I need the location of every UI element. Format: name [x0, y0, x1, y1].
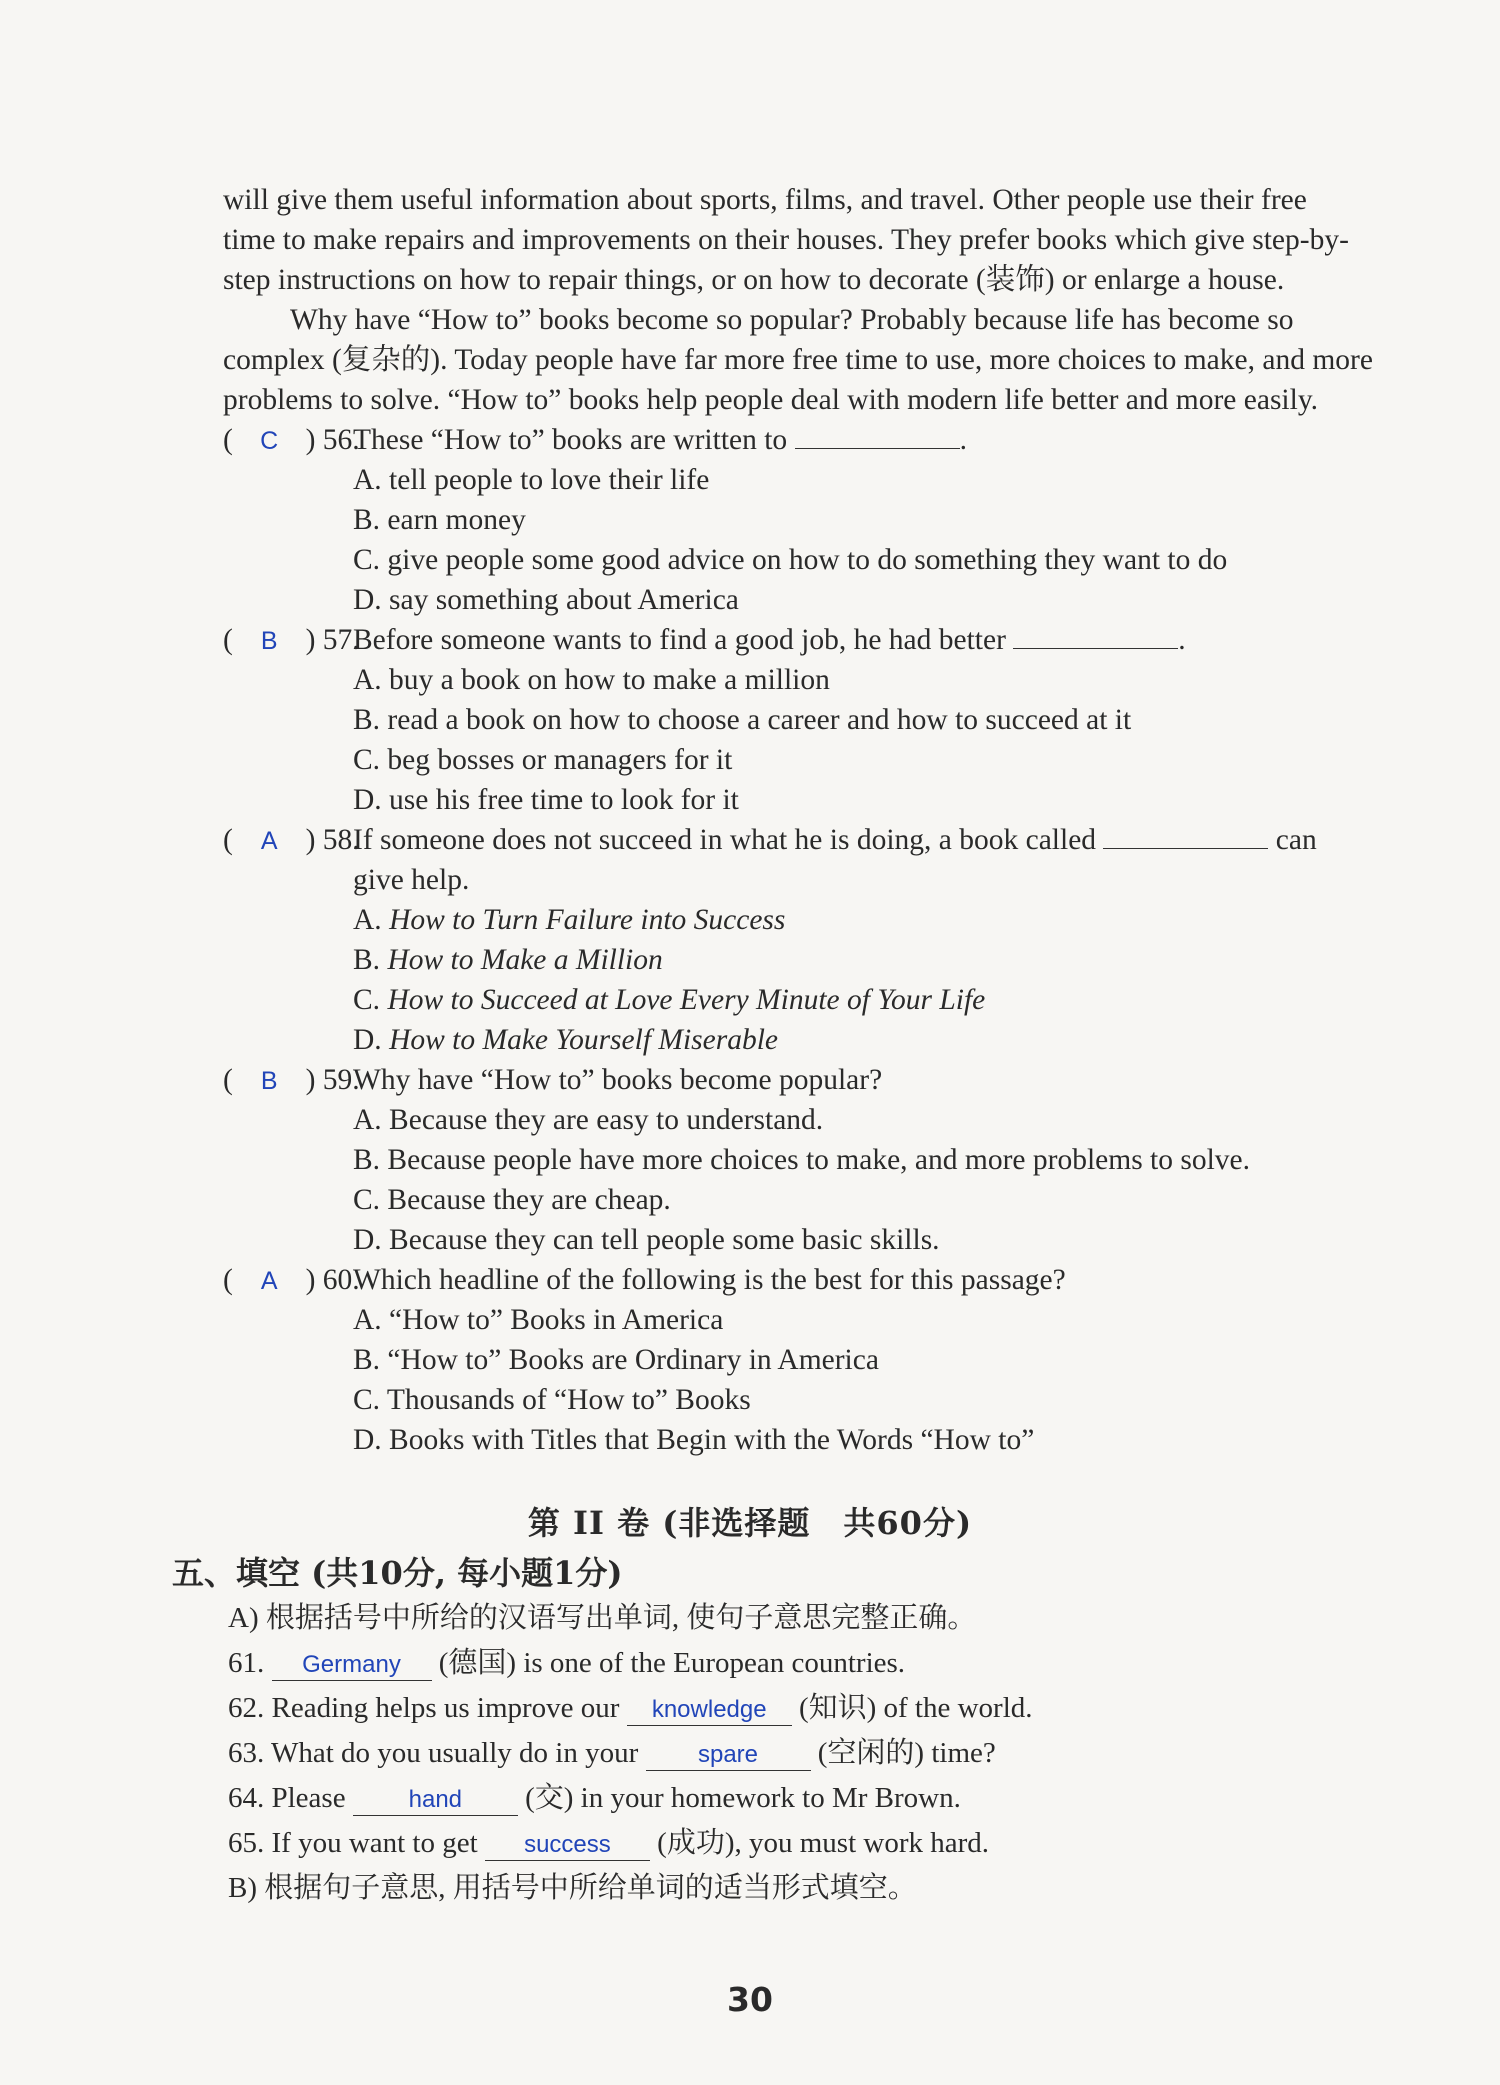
- answer-mark: A: [260, 1267, 278, 1295]
- option: D. Because they can tell people some basic skills.: [353, 1224, 940, 1256]
- fill-item-61: 61. Germany (德国) is one of the European countries.: [228, 1647, 906, 1679]
- fill-item-63: 63. What do you usually do in your spare (空闲的) time?: [228, 1737, 996, 1769]
- answer-blank: [1013, 624, 1178, 649]
- filled-answer: Germany: [272, 1650, 432, 1681]
- passage-line: time to make repairs and improvements on their houses. They prefer books which give step-by-: [223, 224, 1349, 256]
- option: C. beg bosses or managers for it: [353, 744, 733, 776]
- page-number: 30: [727, 1980, 773, 2019]
- question-58: [223, 820, 1383, 1060]
- passage-line: step instructions on how to repair things, or on how to decorate (装饰) or enlarge a house.: [223, 264, 1285, 296]
- question-56: [223, 420, 1383, 620]
- option: A. “How to” Books in America: [353, 1304, 724, 1336]
- instruction-a: A) 根据括号中所给的汉语写出单词, 使句子意思完整正确。: [228, 1602, 977, 1634]
- answer-blank: [795, 424, 960, 449]
- part-title: 五、填空 (共10分, 每小题1分): [172, 1554, 623, 1592]
- answer-mark: B: [260, 1067, 278, 1095]
- option: D. use his free time to look for it: [353, 784, 739, 816]
- question-stem: ( C ) 56.These “How to” books are written to .: [223, 420, 1383, 460]
- option: C. How to Succeed at Love Every Minute of Your Life: [353, 984, 986, 1016]
- question-stem-continuation: give help.: [353, 864, 470, 896]
- passage-line: complex (复杂的). Today people have far more free time to use, more choices to make, and more: [223, 344, 1373, 376]
- filled-answer: knowledge: [627, 1695, 792, 1726]
- answer-mark: B: [260, 627, 278, 655]
- instruction-b: B) 根据句子意思, 用括号中所给单词的适当形式填空。: [228, 1872, 917, 1904]
- question-60: [223, 1260, 1383, 1460]
- option: D. say something about America: [353, 584, 739, 616]
- question-stem: ( B ) 57.Before someone wants to find a good job, he had better .: [223, 620, 1383, 660]
- passage-line: will give them useful information about sports, films, and travel. Other people use their free: [223, 184, 1307, 216]
- option: B. How to Make a Million: [353, 944, 663, 976]
- question-59: [223, 1060, 1383, 1260]
- option: D. How to Make Yourself Miserable: [353, 1024, 779, 1056]
- fill-item-64: 64. Please hand (交) in your homework to Mr Brown.: [228, 1782, 961, 1814]
- question-stem: ( A ) 60.Which headline of the following is the best for this passage?: [223, 1260, 1383, 1300]
- option: C. Thousands of “How to” Books: [353, 1384, 751, 1416]
- option: A. How to Turn Failure into Success: [353, 904, 786, 936]
- question-stem: ( B ) 59.Why have “How to” books become popular?: [223, 1060, 1383, 1100]
- filled-answer: spare: [646, 1740, 811, 1771]
- option: A. tell people to love their life: [353, 464, 710, 496]
- option: D. Books with Titles that Begin with the Words “How to”: [353, 1424, 1035, 1456]
- filled-answer: hand: [353, 1785, 518, 1816]
- answer-mark: A: [260, 827, 278, 855]
- fill-item-62: 62. Reading helps us improve our knowledge (知识) of the world.: [228, 1692, 1033, 1724]
- section-title: 第 II 卷 (非选择题 共60分): [527, 1504, 973, 1542]
- option: A. Because they are easy to understand.: [353, 1104, 824, 1136]
- reading-passage: [223, 180, 1383, 420]
- fill-item-65: 65. If you want to get success (成功), you must work hard.: [228, 1827, 990, 1859]
- option: C. Because they are cheap.: [353, 1184, 671, 1216]
- fill-in-section: [228, 1596, 1328, 1911]
- option: C. give people some good advice on how to do something they want to do: [353, 544, 1228, 576]
- option: B. Because people have more choices to make, and more problems to solve.: [353, 1144, 1251, 1176]
- question-list: [223, 420, 1383, 1460]
- option: B. read a book on how to choose a career and how to succeed at it: [353, 704, 1132, 736]
- option: B. earn money: [353, 504, 526, 536]
- question-stem: ( A ) 58.If someone does not succeed in what he is doing, a book called can: [223, 820, 1383, 860]
- filled-answer: success: [485, 1830, 650, 1861]
- question-57: [223, 620, 1383, 820]
- passage-line: Why have “How to” books become so popular? Probably because life has become so: [290, 304, 1294, 336]
- option: B. “How to” Books are Ordinary in America: [353, 1344, 879, 1376]
- option: A. buy a book on how to make a million: [353, 664, 830, 696]
- passage-line: problems to solve. “How to” books help people deal with modern life better and more easily.: [223, 384, 1319, 416]
- answer-blank: [1103, 824, 1268, 849]
- answer-mark: C: [260, 427, 279, 455]
